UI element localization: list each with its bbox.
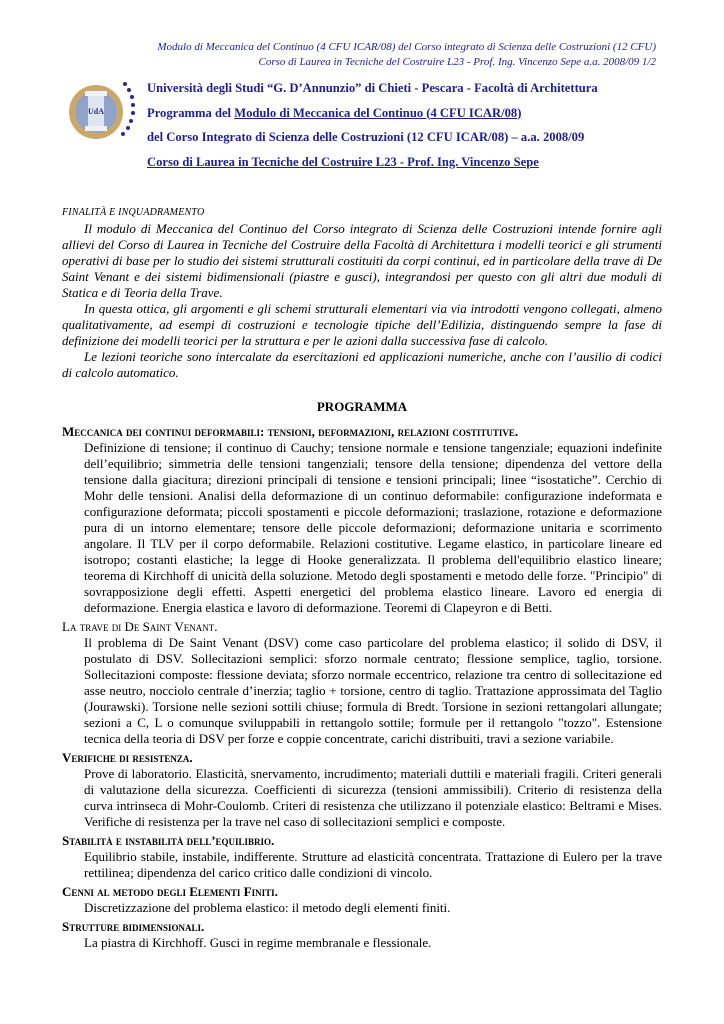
programme-prefix: Programma del [147, 105, 235, 120]
topic-title: Stabilità e instabilità dell’equilibrio. [62, 833, 275, 848]
topic-text: Prove di laboratorio. Elasticità, snervamento, incrudimento; materiali duttili e materiali fragili. Criteri generali di valutazione della sicurezza. Coefficienti di sicurezza (tensioni ammissibili). Criterio di resistenza della curva intrinseca di Mohr-Coulomb. Criteri di resistenza che utilizzano il potenziale elastico: Beltrami e Mises. Verifiche di resistenza per la trave nel caso di sollecitazioni semplici e composte. [84, 766, 662, 829]
topic-item [62, 750, 662, 830]
programma-heading: PROGRAMMA [316, 399, 408, 414]
topic-text: Discretizzazione del problema elastico: il metodo degli elementi finiti. [84, 900, 451, 915]
topic-title: Verifiche di resistenza. [62, 750, 193, 765]
topic-item [62, 619, 662, 747]
topic-title: Meccanica dei continui deformabili: tensioni, deformazioni, relazioni costitutive. [62, 424, 519, 439]
degree-line: Corso di Laurea in Tecniche del Costruire L23 - Prof. Ing. Vincenzo Sepe [147, 154, 539, 169]
course-line: del Corso Integrato di Scienza delle Costruzioni (12 CFU ICAR/08) – a.a. 2008/09 [147, 130, 585, 144]
programme-line [147, 104, 667, 129]
topic-text: Il problema di De Saint Venant (DSV) come caso particolare del problema elastico; il solido di DSV, il postulato di DSV. Sollecitazioni semplici: sforzo normale centrato; flessione semplice, taglio, torsione. Sollecitazioni composte: flessione deviata; sforzo normale eccentrico, relazione tra centro di sollecitazione ed asse neutro, nocciolo centrale d’inerzia; taglio + torsione, centro di taglio. Trattazione approssimata del Taglio (Jourawski). Torsione nelle sezioni sottili chiuse; formula di Bredt. Torsione in sezioni rettangolari allungate; sezioni a C, L o comunque sviluppabili in rettangolo sottile; formule per il rettangolo "tozzo". Estensione tecnica della teoria di DSV per forze e coppie concentrate, carichi distribuiti, travi a sezione variabile. [84, 635, 662, 746]
header-line-2: Corso di Laurea in Tecniche del Costruire L23 - Prof. Ing. Vincenzo Sepe a.a. 2008/09 1/2 [258, 56, 656, 68]
document-body [62, 205, 662, 954]
topic-text: Equilibrio stabile, instabile, indifferente. Strutture ad elasticità concentrata. Trattazione di Eulero per la trave rettilinea; dipendenza del carico critico dalle condizioni di vincolo. [84, 849, 662, 880]
svg-text:UdA: UdA [87, 107, 105, 116]
title-block [147, 79, 667, 177]
topic-item [62, 833, 662, 881]
topic-item [62, 884, 662, 916]
topic-title: Strutture bidimensionali. [62, 919, 205, 934]
topic-title: Cenni al metodo degli Elementi Finiti. [62, 884, 278, 899]
topic-title: La trave di De Saint Venant. [62, 619, 218, 634]
running-header [157, 40, 656, 70]
topic-item [62, 919, 662, 951]
finalita-paragraph-2: In questa ottica, gli argomenti e gli schemi strutturali elementari via via introdotti vengono collegati, almeno qualitativamente, ad esempi di costruzioni e tecnologie tipiche dell’Edilizia, distinguendo sempre la fase di definizione dei modelli teorici per la struttura e per le azioni dalla successiva fase di calcolo. [62, 301, 662, 348]
university-line: Università degli Studi “G. D’Annunzio” di Chieti - Pescara - Facoltà di Architettura [147, 81, 598, 95]
finalita-paragraph-3: Le lezioni teoriche sono intercalate da esercitazioni ed applicazioni numeriche, anche con l’ausilio di codici di calcolo automatico. [62, 349, 662, 380]
module-name: Modulo di Meccanica del Continuo (4 CFU ICAR/08) [234, 105, 522, 120]
university-logo [68, 76, 142, 144]
header-line-1: Modulo di Meccanica del Continuo (4 CFU ICAR/08) del Corso integrato di Scienza delle Costruzioni (12 CFU) [157, 41, 656, 53]
topic-text: La piastra di Kirchhoff. Gusci in regime membranale e flessionale. [84, 935, 432, 950]
topic-item [62, 424, 662, 616]
topic-text: Definizione di tensione; il continuo di Cauchy; tensione normale e tensione tangenziale; equazioni indefinite dell’equilibrio; simmetria delle tensioni tangenziali; tensore della tensione; dipendenza del vettore della tensione dalla giacitura; direzioni principali di tensione e tensioni principali; linee “isostatiche”. Cerchio di Mohr delle tensioni. Analisi della deformazione di un continuo deformabile: configurazione indeformata e configurazione deformata; piccoli spostamenti e piccole deformazioni; traslazione, rotazione e deformazione pura di un intorno elementare; tensore delle piccole deformazioni; deformazione unitaria e scorrimento angolare. Il TLV per il corpo deformabile. Relazioni costitutive. Legame elastico, in particolare lineare ed isotropo; costanti elastiche; la legge di Hooke generalizzata. Il problema dell'equilibrio elastico lineare; teorema di Kirchhoff di unicità della soluzione. Metodo degli spostamenti e metodo delle forze. "Principio" di sovrapposizione degli effetti. Aspetti energetici del problema elastico lineare. Lavoro ed energia di deformazione. Energia elastica e lavoro di deformazione. Teoremi di Clapeyron e di Betti. [84, 440, 662, 615]
finalita-heading: FINALITÀ E INQUADRAMENTO [62, 207, 205, 218]
finalita-paragraph-1: Il modulo di Meccanica del Continuo del Corso integrato di Scienza delle Costruzioni intende fornire agli allievi del Corso di Laurea in Tecniche del Costruire della Facoltà di Architettura i modelli teorici e gli strumenti operativi di base per lo studio dei sistemi strutturali costituiti da corpi continui, ed in particolare della trave di De Saint Venant e dei sistemi bidimensionali (piastre e gusci), integrandosi per questo con gli altri due moduli di Statica e di Teoria della Trave. [62, 221, 662, 300]
